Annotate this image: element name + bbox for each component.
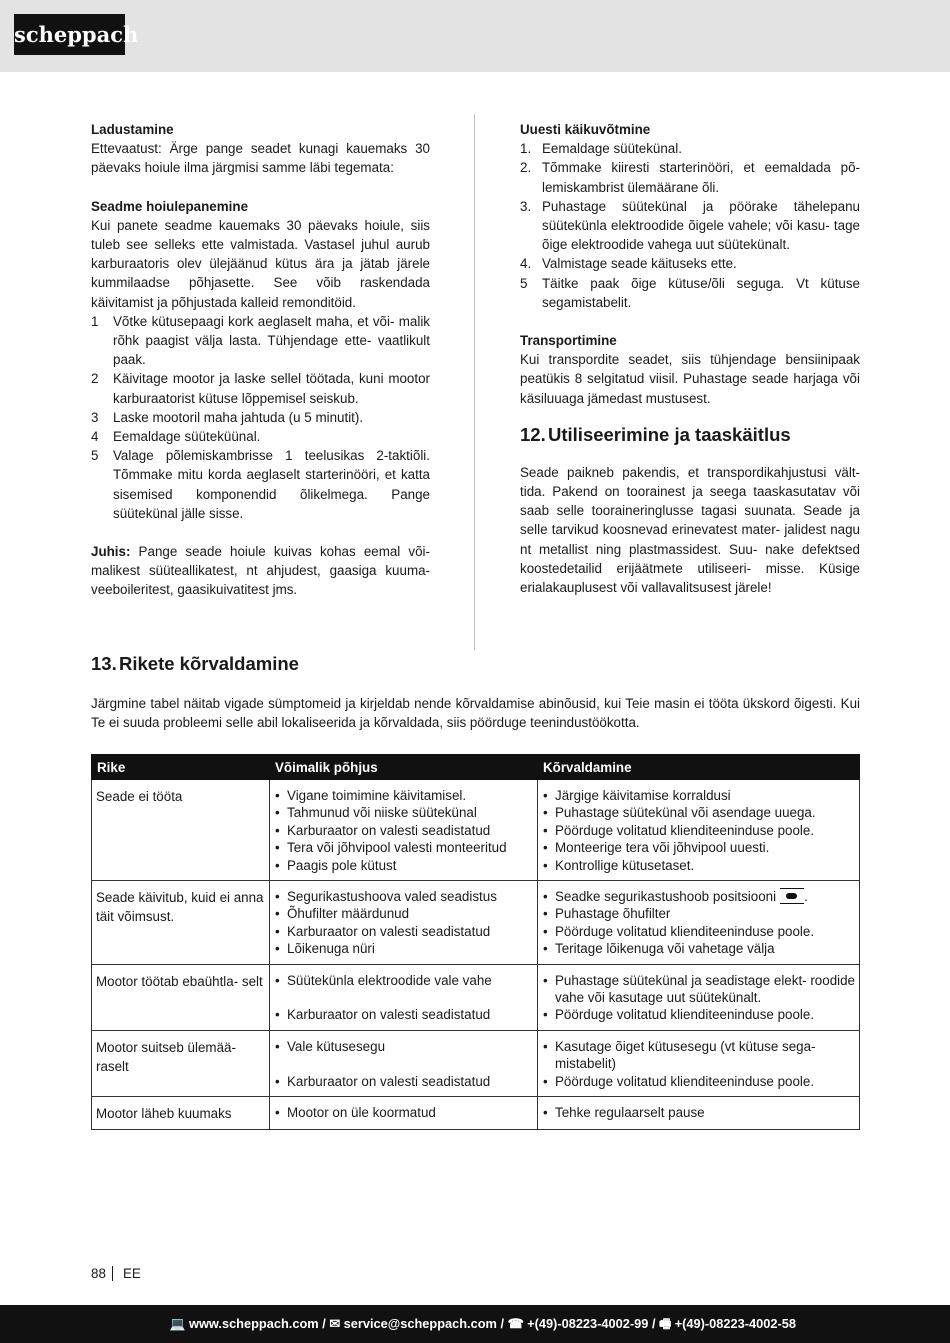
step-number: 1.: [520, 141, 532, 157]
step-text: Täitke paak õige kütuse/õli seguga. Vt kütuse segamistabelit.: [542, 275, 860, 310]
section-12-heading: [520, 423, 860, 447]
step-number: 4.: [520, 256, 532, 272]
cause-item: • Vigane toimimine käivitamisel.: [274, 787, 533, 804]
header-remedy: Kõrvaldamine: [538, 755, 860, 780]
remedy-item: [542, 857, 855, 874]
remedy-item: [542, 972, 855, 1007]
page-footer: [0, 1305, 950, 1343]
remedy-text: Pöörduge volitatud klienditeeninduse poole.: [555, 923, 815, 939]
remedy-list: [542, 1038, 855, 1090]
step-number: 2: [91, 371, 99, 387]
right-column: [520, 120, 860, 597]
fault-cell: Seade ei tööta: [92, 780, 270, 881]
remedy-list: [542, 888, 855, 958]
remedy-text: Pöörduge volitatud klienditeeninduse poole.: [555, 1007, 815, 1023]
cause-list: [274, 888, 533, 958]
restart-steps: [520, 139, 860, 312]
column-divider: [474, 114, 475, 650]
restart-step: [520, 139, 860, 158]
restart-heading: Uuesti käikuvõtmine: [520, 122, 651, 137]
remedy-cell: [538, 1030, 860, 1096]
remedy-item: [542, 905, 855, 922]
remedy-list: [542, 1104, 855, 1121]
remedy-text: Puhastage süütekünal või asendage uuega.: [555, 805, 816, 821]
cause-item: • Segurikastushoova valed seadistus: [274, 888, 533, 905]
storage-note: [91, 542, 430, 600]
storage-step: [91, 312, 430, 370]
transport-text: Kui transpordite seadet, siis tühjendage bensiinipaak peatükis 8 selgitatud viisil. Puhastage seade harjaga või käsiluuaga jämedast mustusest.: [520, 352, 860, 406]
remedy-cell: [538, 964, 860, 1030]
step-text: Valmistage seade käituseks ette.: [542, 256, 737, 272]
storage-step: [91, 427, 430, 446]
note-label: Juhis:: [91, 544, 131, 560]
step-text: Võtke kütusepaagi kork aeglaselt maha, et või- malik rõhk paagist välja lasta. Tühjendage ette- vaatlikult paak.: [113, 313, 430, 368]
cause-item: • Mootor on üle koormatud: [274, 1104, 533, 1121]
remedy-item: [542, 1006, 855, 1023]
remedy-list: [542, 972, 855, 1024]
storage-step: [91, 446, 430, 523]
table-header-row: [92, 755, 860, 780]
disposal-text: Seade paikneb pakendis, et transpordikahjustusi vält- tida. Pakend on toorainest ja seega taaskasutatav või saab selle tooraineringlusse tagasi suunata. Seade ja selle tarvikud koosnevad erinevatest mater- jalidest nagu nt metallist ning plastmassidest. Suu- nake defektsed koostedetailid erijäätmete utiliseeri- misse. Küsige erialakauplusest või vallavalitsusest järele!: [520, 464, 860, 596]
remedy-text: Järgige käivitamise korraldusi: [555, 788, 731, 803]
storage-step: [91, 408, 430, 427]
choke-position-icon: [780, 888, 804, 904]
storage-warning: Ettevaatust: Ärge pange seadet kunagi kauemaks 30 päevaks hoiule ilma järgmisi samme läbi tegemata:: [91, 141, 430, 176]
remedy-text: Puhastage õhufilter: [555, 906, 671, 922]
section-13-intro: Järgmine tabel näitab vigade sümptomeid ja kirjeldab nende kõrvaldamise abinõusid, kui Teie masin ei tööta ükskord õigesti. Kui Te ei suuda probleemi selle abil lokaliseerida ja kõrvaldada, siis pöörduge teenindustöökotta.: [91, 696, 860, 731]
remedy-item: [542, 787, 855, 804]
remedy-item: [542, 822, 855, 839]
fault-cell: Mootor läheb kuumaks: [92, 1097, 270, 1130]
transport-heading: Transportimine: [520, 333, 617, 349]
cause-cell: [270, 881, 538, 965]
step-text: Käivitage mootor ja laske sellel töötada, kuni mootor karburaatorist kütuse lõppemisel seiskub.: [113, 371, 430, 406]
fault-cell: Mootor suitseb ülemää- raselt: [92, 1030, 270, 1096]
table-row: [92, 1030, 860, 1096]
step-text: Valage põlemiskambrisse 1 teelusikas 2-taktiõli. Tõmmake mitu korda aeglaselt starterinööri, et katta sisemised komponendid õlikelmega. Pange süütekünal jälle sisse.: [113, 448, 430, 521]
cause-list: [274, 1104, 533, 1121]
step-number: 2.: [520, 160, 532, 176]
cause-list: [274, 972, 533, 1024]
table-row: [92, 780, 860, 881]
remedy-cell: [538, 780, 860, 881]
long-storage-heading: Seadme hoiulepanemine: [91, 198, 249, 214]
restart-step: [520, 274, 860, 312]
table-row: [92, 881, 860, 965]
cause-item: • Karburaator on valesti seadistatud: [274, 923, 533, 940]
left-column: [91, 120, 430, 600]
remedy-item: [542, 1038, 855, 1073]
remedy-item: [542, 888, 855, 905]
long-storage-text: Kui panete seadme kauemaks 30 päevaks hoiule, siis tuleb see selleks ette valmistada. Vastasel juhul aurub karburaatoris olev ülejäänud kütus ära ja jätab järele kummilaadse põhjasette. See võib raskendada käivitamist ja põhjustada kalleid remonditöid.: [91, 217, 430, 310]
remedy-text: Teritage lõikenuga või vahetage välja: [555, 941, 775, 957]
fault-cell: Seade käivitub, kuid ei anna täit võimsust.: [92, 881, 270, 965]
cause-cell: [270, 1097, 538, 1130]
cause-item: • Tahmunud või niiske süütekünal: [274, 804, 533, 821]
cause-list: [274, 1038, 533, 1090]
cause-list: [274, 787, 533, 874]
header-cause: Võimalik põhjus: [270, 755, 538, 780]
remedy-list: [542, 787, 855, 874]
remedy-item: [542, 839, 855, 856]
step-number: 4: [91, 429, 99, 445]
step-text: Laske mootoril maha jahtuda (u 5 minutit).: [113, 409, 364, 425]
cause-cell: [270, 964, 538, 1030]
cause-item: • Karburaator on valesti seadistatud: [274, 822, 533, 839]
cause-item: • Karburaator on valesti seadistatud: [274, 1006, 533, 1023]
table-row: [92, 1097, 860, 1130]
remedy-text: Seadke segurikastushoob positsiooni: [555, 889, 777, 905]
restart-step: [520, 254, 860, 273]
step-number: 5: [520, 275, 528, 291]
cause-item: • Paagis pole kütust: [274, 857, 533, 874]
cause-item: • Lõikenuga nüri: [274, 940, 533, 957]
remedy-text: Kasutage õiget kütusesegu (vt kütuse sega- mistabelit): [555, 1038, 816, 1072]
scheppach-logo: scheppach: [14, 14, 125, 55]
step-text: Puhastage süütekünal ja pöörake tähelepanu süütekünla elektroodide õigele vahele; või kasu- tage õige elektroodide vahega uut süütekünalt.: [542, 198, 860, 253]
remedy-item: [542, 804, 855, 821]
remedy-cell: [538, 881, 860, 965]
page-header: [0, 0, 950, 72]
storage-steps: [91, 312, 430, 523]
cause-cell: [270, 1030, 538, 1096]
remedy-item: [542, 1104, 855, 1121]
section-13-heading: [91, 652, 299, 676]
remedy-text: Puhastage süütekünal ja seadistage elekt- roodide vahe või kasutage uut süütekünalt.: [555, 972, 856, 1006]
restart-step: [520, 158, 860, 196]
page-number: 88: [91, 1266, 106, 1281]
page-number-separator: [112, 1266, 113, 1281]
remedy-text: Monteerige tera või jõhvipool uuesti.: [555, 840, 770, 856]
remedy-item: [542, 923, 855, 940]
fault-cell: Mootor töötab ebaühtla- selt: [92, 964, 270, 1030]
section-12-title: Utiliseerimine ja taaskäitlus: [548, 423, 791, 445]
cause-item: • Karburaator on valesti seadistatud: [274, 1073, 533, 1090]
table-row: [92, 964, 860, 1030]
remedy-text: Tehke regulaarselt pause: [555, 1105, 705, 1121]
step-number: 3: [91, 409, 99, 425]
storage-step: [91, 369, 430, 407]
step-text: Tõmmake kiiresti starterinööri, et eemaldada põ- lemiskambrist ülemäärane õli.: [542, 160, 860, 195]
section-12-number: 12.: [520, 423, 546, 445]
cause-item: • Õhufilter määrdunud: [274, 905, 533, 922]
section-13-number: 13.: [91, 653, 117, 674]
remedy-text: Pöörduge volitatud klienditeeninduse poole.: [555, 822, 815, 838]
cause-item: • Vale kütusesegu: [274, 1038, 533, 1055]
step-text: Eemaldage süüteküünal.: [113, 429, 261, 445]
cause-item: • Tera või jõhvipool valesti monteeritud: [274, 839, 533, 856]
step-number: 5: [91, 448, 99, 464]
remedy-text: Kontrollige kütusetaset.: [555, 857, 695, 873]
step-number: 3.: [520, 198, 532, 214]
remedy-text: Pöörduge volitatud klienditeeninduse poole.: [555, 1073, 815, 1089]
language-code: EE: [123, 1266, 141, 1281]
remedy-item: [542, 940, 855, 957]
section-13-title: Rikete kõrvaldamine: [119, 653, 299, 674]
cause-cell: [270, 780, 538, 881]
cause-item: • Süütekünla elektroodide vale vahe: [274, 972, 533, 989]
step-number: 1: [91, 313, 99, 329]
remedy-item: [542, 1073, 855, 1090]
period-mark: .: [804, 889, 808, 905]
note-text: Pange seade hoiule kuivas kohas eemal või- malikest süüteallikatest, nt ahjudest, gaasiga kuuma- veeboileritest, gaasikuivatitest jms.: [91, 544, 430, 598]
storage-heading: Ladustamine: [91, 122, 174, 137]
troubleshooting-table: [91, 754, 860, 1130]
step-text: Eemaldage süütekünal.: [542, 141, 682, 157]
remedy-cell: [538, 1097, 860, 1130]
contact-line: 💻 www.scheppach.com / ✉ service@scheppach.com / ☎ +(49)-08223-4002-99 / 🖷 +(49)-08223-4002-58: [169, 1316, 796, 1331]
header-fault: Rike: [92, 755, 270, 780]
restart-step: [520, 197, 860, 255]
